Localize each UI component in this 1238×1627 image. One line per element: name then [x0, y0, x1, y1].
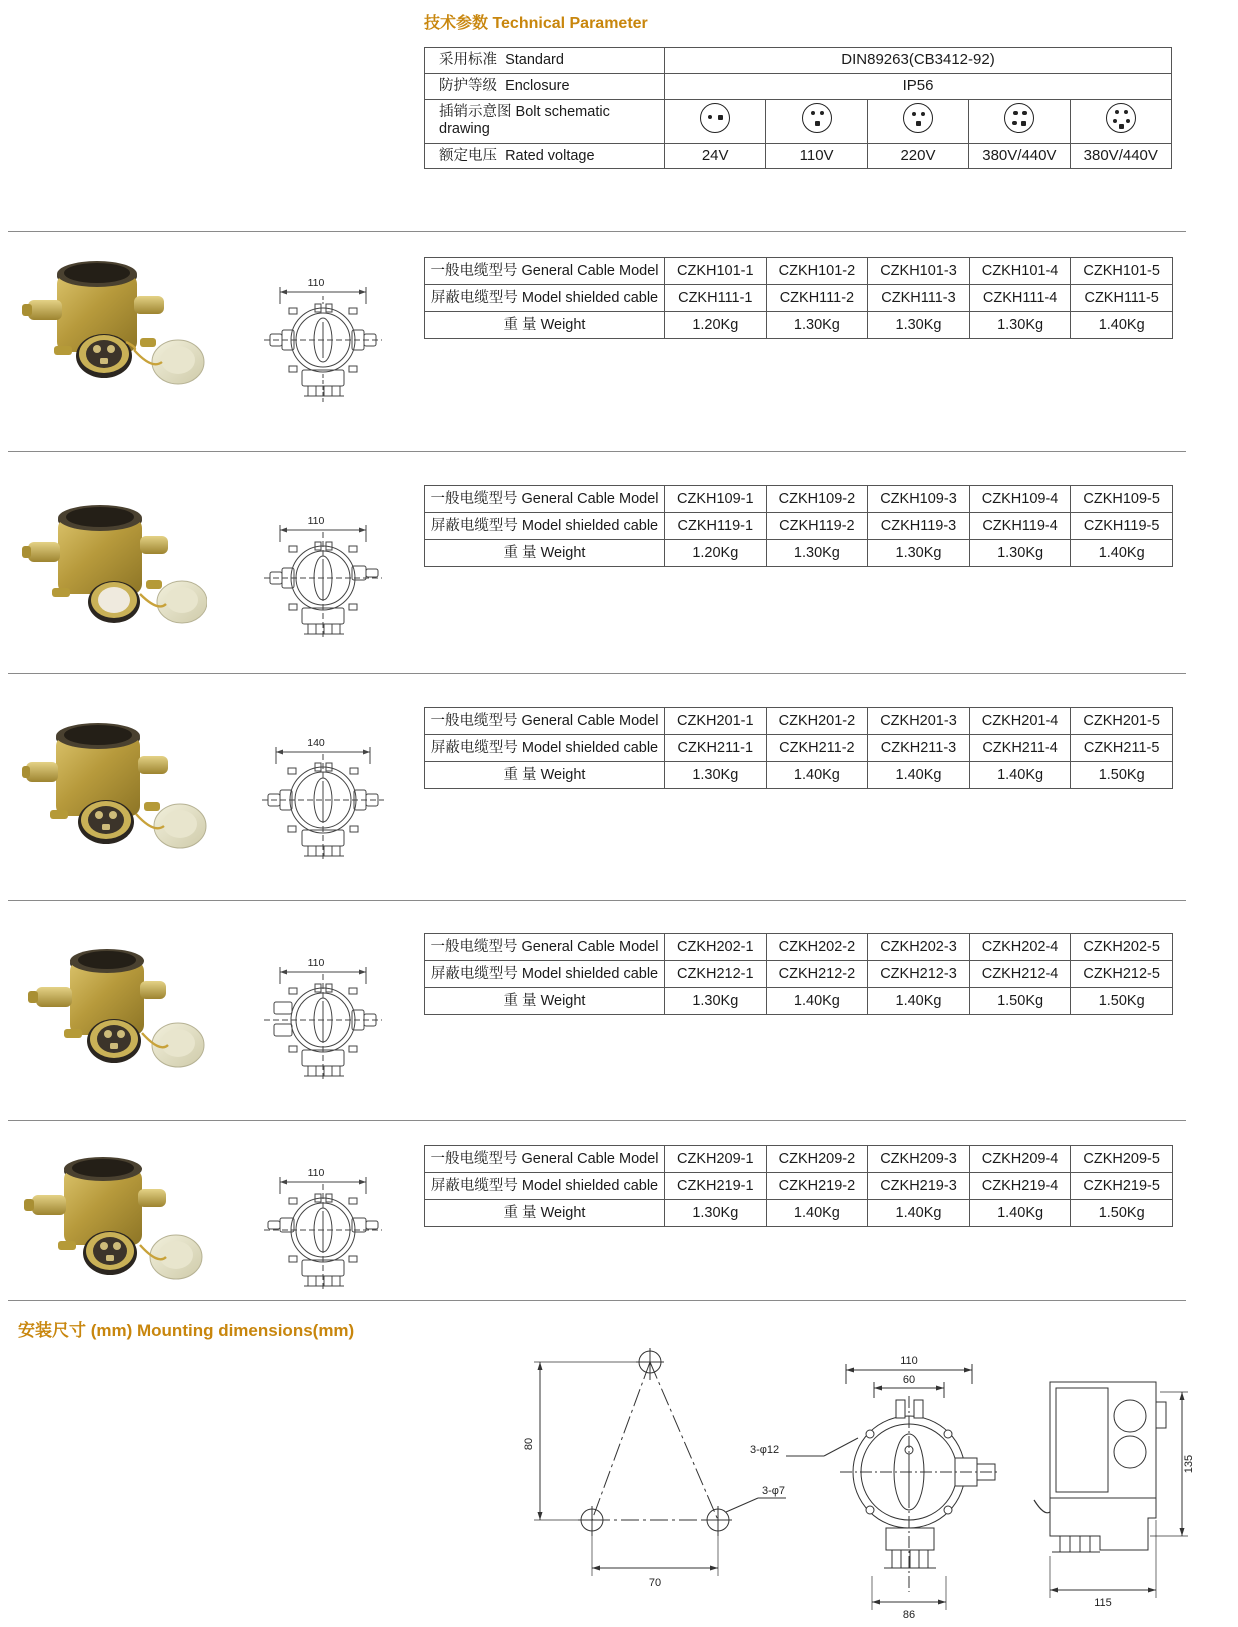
svg-text:3-φ12: 3-φ12 [750, 1444, 780, 1456]
svg-text:140: 140 [307, 737, 325, 749]
shielded-model-5: CZKH211-5 [1071, 735, 1173, 762]
bolt-2pin-icon [700, 103, 730, 133]
weight-3: 1.30Kg [868, 540, 970, 567]
general-model-4: CZKH109-4 [969, 486, 1071, 513]
shielded-model-3: CZKH219-3 [868, 1173, 970, 1200]
table-row [425, 762, 1173, 789]
table-row [425, 735, 1173, 762]
weight-2: 1.30Kg [766, 312, 868, 339]
general-cable-model-label [425, 708, 665, 735]
product-table-1 [424, 257, 1173, 339]
shielded-cable-model-label [425, 285, 665, 312]
svg-text:80: 80 [523, 1437, 535, 1451]
weight-3: 1.40Kg [868, 988, 970, 1015]
weight-2: 1.40Kg [766, 988, 868, 1015]
general-model-5: CZKH109-5 [1071, 486, 1173, 513]
product-table-5 [424, 1145, 1173, 1227]
product-drawing-4 [256, 950, 391, 1090]
weight-label [425, 312, 665, 339]
row-label-enclosure [425, 73, 665, 99]
general-cable-model-label [425, 486, 665, 513]
shielded-model-4: CZKH211-4 [969, 735, 1071, 762]
general-model-5: CZKH209-5 [1071, 1146, 1173, 1173]
general-model-5: CZKH201-5 [1071, 708, 1173, 735]
row-label-standard [425, 48, 665, 74]
shielded-cable-model-label [425, 961, 665, 988]
general-model-1: CZKH202-1 [665, 934, 767, 961]
shielded-model-3: CZKH212-3 [868, 961, 970, 988]
shielded-model-4: CZKH119-4 [969, 513, 1071, 540]
general-model-3: CZKH201-3 [868, 708, 970, 735]
shielded-model-4: CZKH212-4 [969, 961, 1071, 988]
product-photo-5 [22, 1145, 207, 1295]
general-model-4: CZKH101-4 [969, 258, 1071, 285]
row-label-bolt-schematic [425, 99, 665, 143]
enclosure-value: IP56 [665, 73, 1172, 99]
general-model-2: CZKH209-2 [766, 1146, 868, 1173]
weight-4: 1.30Kg [969, 540, 1071, 567]
table-row [425, 99, 1172, 143]
shielded-model-1: CZKH119-1 [665, 513, 767, 540]
weight-4: 1.50Kg [969, 988, 1071, 1015]
table-row [425, 312, 1173, 339]
general-model-3: CZKH101-3 [868, 258, 970, 285]
label-en: General Cable Model [521, 1151, 659, 1167]
divider [8, 231, 1186, 232]
svg-text:110: 110 [307, 515, 325, 527]
general-model-3: CZKH109-3 [868, 486, 970, 513]
bolt-cell-4 [969, 99, 1070, 143]
table-row [425, 1200, 1173, 1227]
label-en: Enclosure [505, 78, 570, 95]
rated-voltage-5: 380V/440V [1070, 143, 1171, 169]
svg-text:110: 110 [307, 957, 325, 969]
label-cn: 防护等级 [439, 78, 497, 95]
label-en: Model shielded cable [521, 966, 659, 983]
svg-text:110: 110 [307, 277, 325, 289]
rated-voltage-3: 220V [867, 143, 968, 169]
table-row [425, 988, 1173, 1015]
weight-3: 1.40Kg [868, 762, 970, 789]
svg-text:86: 86 [902, 1609, 916, 1620]
mounting-dimensions-diagram [500, 1340, 1200, 1620]
rated-voltage-1: 24V [665, 143, 766, 169]
shielded-model-1: CZKH219-1 [665, 1173, 767, 1200]
bolt-cell-2 [766, 99, 867, 143]
divider [8, 1300, 1186, 1301]
label-cn: 屏蔽电缆型号 [430, 966, 518, 983]
product-photo-4 [22, 935, 207, 1085]
weight-2: 1.40Kg [766, 1200, 868, 1227]
product-photo-3 [22, 712, 207, 862]
triangle-hole-pattern [523, 1348, 786, 1589]
svg-text:70: 70 [648, 1577, 662, 1589]
general-model-3: CZKH202-3 [868, 934, 970, 961]
weight-label [425, 1200, 665, 1227]
divider [8, 900, 1186, 901]
label-en: General Cable Model [521, 939, 659, 955]
general-model-4: CZKH209-4 [969, 1146, 1071, 1173]
shielded-model-4: CZKH219-4 [969, 1173, 1071, 1200]
general-model-2: CZKH109-2 [766, 486, 868, 513]
label-cn: 一般电缆型号 [430, 713, 518, 729]
weight-5: 1.50Kg [1071, 1200, 1173, 1227]
row-label-rated-voltage [425, 143, 665, 169]
weight-1: 1.30Kg [665, 1200, 767, 1227]
label-cn: 一般电缆型号 [430, 939, 518, 955]
general-model-4: CZKH201-4 [969, 708, 1071, 735]
label-cn: 插销示意图 [439, 103, 512, 120]
label-en: Standard [505, 52, 564, 69]
weight-label [425, 540, 665, 567]
product-table-4 [424, 933, 1173, 1015]
svg-text:60: 60 [902, 1374, 916, 1386]
label-cn: 采用标准 [439, 52, 497, 69]
bolt-4pin-icon [1004, 103, 1034, 133]
label-en: General Cable Model [521, 713, 659, 729]
label-en: General Cable Model [521, 491, 659, 507]
general-model-5: CZKH202-5 [1071, 934, 1173, 961]
table-row [425, 486, 1173, 513]
weight-4: 1.30Kg [969, 312, 1071, 339]
shielded-model-5: CZKH212-5 [1071, 961, 1173, 988]
shielded-model-3: CZKH211-3 [868, 735, 970, 762]
weight-1: 1.20Kg [665, 312, 767, 339]
product-drawing-1 [256, 270, 391, 410]
shielded-model-3: CZKH111-3 [868, 285, 970, 312]
table-row [425, 48, 1172, 74]
general-model-1: CZKH201-1 [665, 708, 767, 735]
table-row [425, 708, 1173, 735]
general-cable-model-label [425, 934, 665, 961]
product-drawing-5 [256, 1160, 391, 1300]
standard-value: DIN89263(CB3412-92) [665, 48, 1172, 74]
weight-3: 1.40Kg [868, 1200, 970, 1227]
label-cn: 屏蔽电缆型号 [430, 740, 518, 757]
weight-label [425, 762, 665, 789]
label-en: Weight [540, 545, 586, 562]
front-view [750, 1355, 1000, 1620]
label-cn: 重 量 [503, 317, 537, 334]
label-en: Weight [540, 1205, 586, 1222]
svg-text:110: 110 [900, 1355, 918, 1367]
table-row [425, 961, 1173, 988]
label-en: Weight [540, 767, 586, 784]
svg-text:115: 115 [1094, 1597, 1112, 1609]
bolt-3pin-b-icon [903, 103, 933, 133]
table-row [425, 1173, 1173, 1200]
svg-text:135: 135 [1183, 1454, 1195, 1474]
svg-text:110: 110 [307, 1167, 325, 1179]
label-cn: 一般电缆型号 [430, 491, 518, 507]
general-cable-model-label [425, 258, 665, 285]
technical-parameter-table [424, 47, 1172, 169]
table-row [425, 258, 1173, 285]
label-cn: 一般电缆型号 [430, 263, 518, 279]
label-cn: 额定电压 [439, 147, 497, 164]
weight-5: 1.50Kg [1071, 988, 1173, 1015]
shielded-cable-model-label [425, 513, 665, 540]
general-model-2: CZKH101-2 [766, 258, 868, 285]
shielded-model-1: CZKH212-1 [665, 961, 767, 988]
table-row [425, 540, 1173, 567]
shielded-model-2: CZKH119-2 [766, 513, 868, 540]
general-model-3: CZKH209-3 [868, 1146, 970, 1173]
table-row [425, 73, 1172, 99]
label-en: Model shielded cable [521, 740, 659, 757]
product-table-3 [424, 707, 1173, 789]
divider [8, 1120, 1186, 1121]
weight-label [425, 988, 665, 1015]
label-cn: 重 量 [503, 993, 537, 1010]
side-view [1034, 1382, 1195, 1609]
label-en: General Cable Model [521, 263, 659, 279]
bolt-cell-1 [665, 99, 766, 143]
label-en: Model shielded cable [521, 1178, 659, 1195]
bolt-cell-3 [867, 99, 968, 143]
weight-5: 1.40Kg [1071, 312, 1173, 339]
shielded-model-5: CZKH219-5 [1071, 1173, 1173, 1200]
label-cn: 重 量 [503, 767, 537, 784]
label-en: Model shielded cable [521, 290, 659, 307]
general-model-2: CZKH202-2 [766, 934, 868, 961]
label-en: Weight [540, 317, 586, 334]
weight-1: 1.30Kg [665, 762, 767, 789]
weight-2: 1.30Kg [766, 540, 868, 567]
rated-voltage-4: 380V/440V [969, 143, 1070, 169]
label-cn: 屏蔽电缆型号 [430, 518, 518, 535]
table-row [425, 934, 1173, 961]
weight-4: 1.40Kg [969, 1200, 1071, 1227]
product-drawing-2 [256, 508, 391, 648]
bolt-5pin-icon [1106, 103, 1136, 133]
weight-4: 1.40Kg [969, 762, 1071, 789]
general-model-1: CZKH209-1 [665, 1146, 767, 1173]
general-model-4: CZKH202-4 [969, 934, 1071, 961]
divider [8, 673, 1186, 674]
general-model-1: CZKH101-1 [665, 258, 767, 285]
shielded-model-5: CZKH111-5 [1071, 285, 1173, 312]
label-cn: 重 量 [503, 1205, 537, 1222]
shielded-model-2: CZKH211-2 [766, 735, 868, 762]
rated-voltage-2: 110V [766, 143, 867, 169]
label-cn: 一般电缆型号 [430, 1151, 518, 1167]
label-en: Rated voltage [505, 147, 595, 164]
weight-5: 1.40Kg [1071, 540, 1173, 567]
svg-text:3-φ7: 3-φ7 [762, 1485, 786, 1497]
shielded-model-4: CZKH111-4 [969, 285, 1071, 312]
shielded-model-2: CZKH111-2 [766, 285, 868, 312]
shielded-model-3: CZKH119-3 [868, 513, 970, 540]
general-cable-model-label [425, 1146, 665, 1173]
shielded-model-2: CZKH212-2 [766, 961, 868, 988]
table-row [425, 1146, 1173, 1173]
product-table-2 [424, 485, 1173, 567]
general-model-2: CZKH201-2 [766, 708, 868, 735]
bolt-cell-5 [1070, 99, 1171, 143]
shielded-model-1: CZKH211-1 [665, 735, 767, 762]
product-photo-2 [22, 490, 207, 640]
shielded-cable-model-label [425, 1173, 665, 1200]
general-model-1: CZKH109-1 [665, 486, 767, 513]
product-drawing-3 [256, 730, 391, 870]
bolt-3pin-icon [802, 103, 832, 133]
weight-1: 1.30Kg [665, 988, 767, 1015]
label-en: Model shielded cable [521, 518, 659, 535]
shielded-model-2: CZKH219-2 [766, 1173, 868, 1200]
tech-parameter-title: 技术参数 Technical Parameter [424, 15, 648, 32]
shielded-model-5: CZKH119-5 [1071, 513, 1173, 540]
label-en: Weight [540, 993, 586, 1010]
shielded-model-1: CZKH111-1 [665, 285, 767, 312]
label-cn: 屏蔽电缆型号 [430, 1178, 518, 1195]
divider [8, 451, 1186, 452]
table-row [425, 513, 1173, 540]
general-model-5: CZKH101-5 [1071, 258, 1173, 285]
label-cn: 屏蔽电缆型号 [430, 290, 518, 307]
weight-2: 1.40Kg [766, 762, 868, 789]
table-row [425, 285, 1173, 312]
label-cn: 重 量 [503, 545, 537, 562]
table-row [425, 143, 1172, 169]
weight-5: 1.50Kg [1071, 762, 1173, 789]
weight-3: 1.30Kg [868, 312, 970, 339]
mounting-dimensions-title: 安装尺寸 (mm) Mounting dimensions(mm) [18, 1321, 355, 1340]
label-en: Bolt schematic drawing [439, 103, 610, 137]
product-photo-1 [22, 252, 207, 402]
shielded-cable-model-label [425, 735, 665, 762]
weight-1: 1.20Kg [665, 540, 767, 567]
